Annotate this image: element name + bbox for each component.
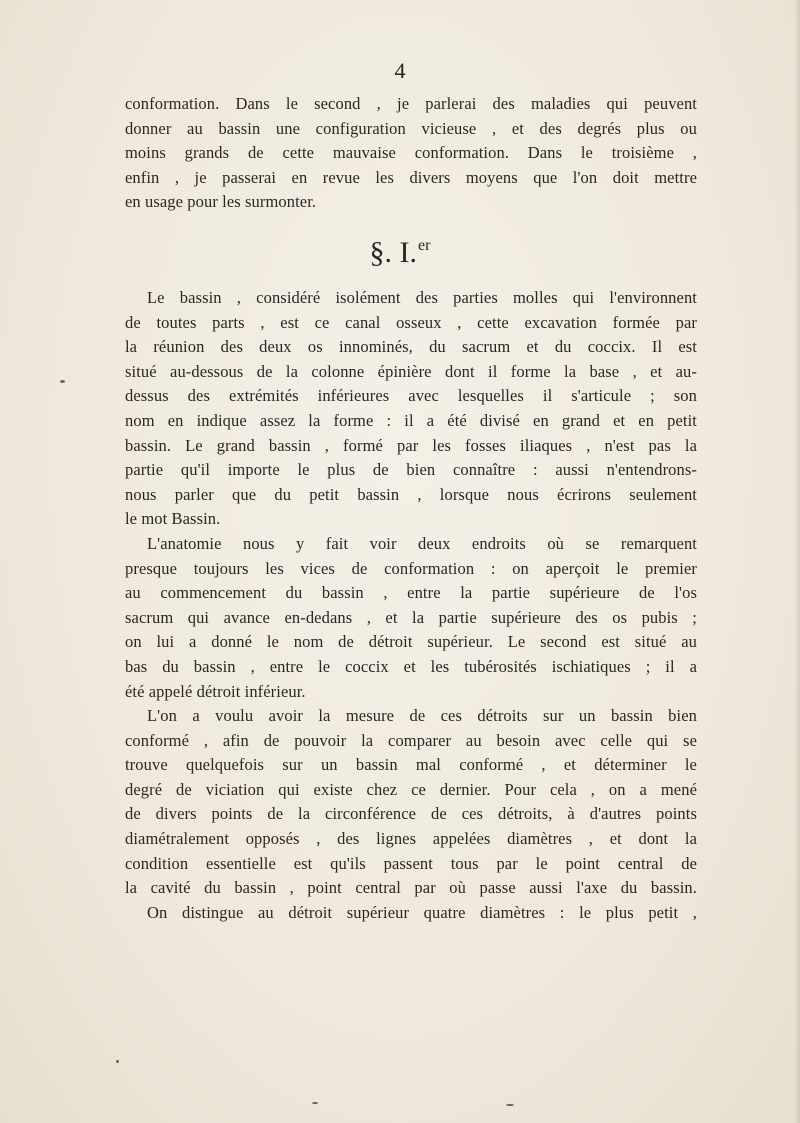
text-line: la réunion des deux os innominés, du sacrum et du coccix. Il est [125,337,697,357]
text-line: situé au-dessous de la colonne épinière dont il forme la base , et au- [125,361,697,381]
text-line: moins grands de cette mauvaise conformation. Dans le troisième , [125,143,697,163]
text-line: nous parler que du petit bassin , lorsque nous écrirons seulement [125,484,697,504]
paragraph-anatomie [125,532,697,704]
text-line: Le bassin , considéré isolément des parties molles qui l'environnent [147,288,697,307]
section-heading-text: §. I. [369,236,418,269]
text-line: en usage pour les surmonter. [125,192,317,212]
paragraph-bassin-definition [125,286,697,532]
text-line: L'on a voulu avoir la mesure de ces détroits sur un bassin bien [147,706,697,726]
section-heading-superscript: er [418,237,431,254]
text-line: partie qu'il importe le plus de bien connaître : aussi n'entendrons- [125,460,697,480]
text-line: nom en indique assez la forme : il a été divisé en grand et en petit [125,410,697,430]
text-line: presque toujours les vices de conformation : on aperçoit le premier [125,558,697,578]
text-line: conformation. Dans le second , je parlerai des maladies qui peuvent [125,94,697,113]
text-line: de divers points de la circonférence de ces détroits, à d'autres points [125,804,697,824]
text-line: enfin , je passerai en revue les divers moyens que l'on doit mettre [125,167,697,187]
ink-speck [60,380,65,383]
text-line: sacrum qui avance en-dedans , et la partie supérieure des os pubis ; [125,607,697,627]
ink-speck [506,1104,514,1106]
text-line: bas du bassin , entre le coccix et les tubérosités ischiatiques ; il a [125,656,697,676]
text-line: le mot Bassin. [125,509,221,529]
text-line: de toutes parts , est ce canal osseux , cette excavation formée par [125,312,697,332]
section-heading [0,236,800,270]
body-text [125,286,697,925]
text-line: L'anatomie nous y fait voir deux endroits où se remarquent [147,533,697,553]
text-line: dessus des extrémités inférieures avec lesquelles il s'articule ; son [125,386,697,406]
ink-speck [312,1102,318,1104]
text-line: degré de viciation qui existe chez ce dernier. Pour cela , on a mené [125,779,697,799]
text-line: la cavité du bassin , point central par où passe aussi l'axe du bassin. [125,878,697,898]
text-line: on lui a donné le nom de détroit supérieur. Le second est situé au [125,632,697,652]
text-line: On distingue au détroit supérieur quatre diamètres : le plus petit , [147,902,697,922]
page-edge-shadow [794,0,800,1123]
text-line: été appelé détroit inférieur. [125,681,306,701]
text-line: condition essentielle est qu'ils passent tous par le point central de [125,853,697,873]
text-line: trouve quelquefois sur un bassin mal conformé , et déterminer le [125,755,697,775]
text-line: diamétralement opposés , des lignes appelées diamètres , et dont la [125,829,697,849]
paragraph-diametres [125,901,697,926]
text-line: donner au bassin une configuration vicieuse , et des degrés plus ou [125,118,697,138]
page-number: 4 [394,58,406,83]
text-line: au commencement du bassin , entre la partie supérieure de l'os [125,583,697,603]
paragraph-mesure [125,704,697,901]
intro-paragraph [125,92,697,215]
text-line: bassin. Le grand bassin , formé par les fosses iliaques , n'est pas la [125,435,697,455]
text-line: conformé , afin de pouvoir la comparer au besoin avec celle qui se [125,730,697,750]
ink-speck [116,1060,119,1063]
